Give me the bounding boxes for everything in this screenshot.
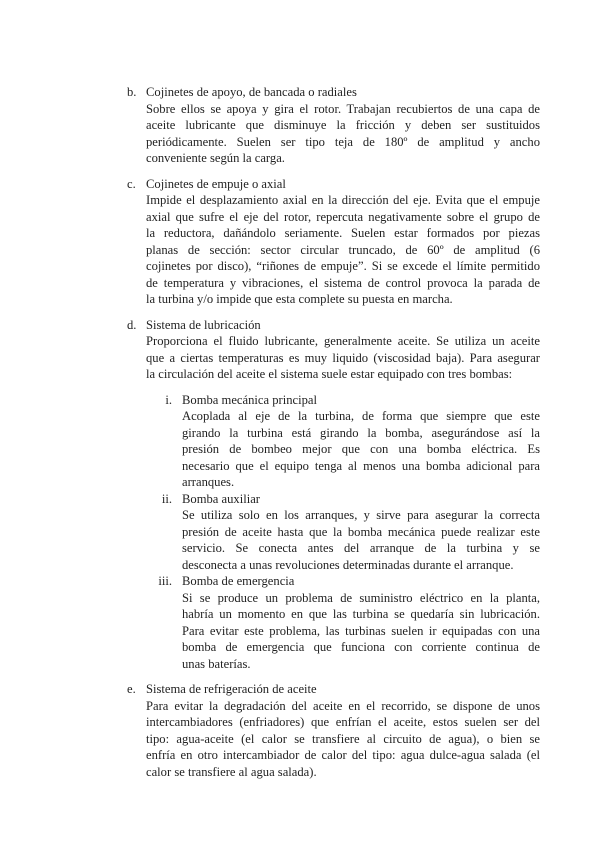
paragraph-line: presión de aceite hasta que la bomba mecánica puede realizar este	[182, 524, 540, 539]
paragraph-line: tipo: agua-aceite (el calor se transfiere al circuito de agua), o bien se	[146, 731, 540, 746]
paragraph-line: necesario que el equipo tenga al menos una bomba adicional para	[182, 458, 540, 473]
paragraph-line: Sobre ellos se apoya y gira el rotor. Trabajan recubiertos de una capa de	[146, 101, 540, 116]
paragraph-line: Acoplada al eje de la turbina, de forma que siempre que este	[182, 409, 540, 423]
list-item-section	[0, 317, 600, 383]
paragraph-line: planas de sección: sector circular truncado, de 60º de amplitud (6	[146, 242, 540, 257]
paragraph-line: la reductora, dañándolo seriamente. Suelen estar formados por piezas	[146, 226, 540, 240]
list-marker: b.	[127, 85, 137, 99]
section-heading: Cojinetes de apoyo, de bancada o radiales	[146, 85, 357, 99]
paragraph-line: calor se transfiere al agua salada).	[146, 764, 317, 779]
paragraph-line: cojinetes por disco), “riñones de empuje”. Si se excede el límite permitido	[146, 259, 540, 273]
paragraph-line: de temperatura y vibraciones, el sistema de control provoca la parada de	[146, 275, 540, 290]
section-heading: Cojinetes de empuje o axial	[146, 176, 286, 191]
section-heading: Sistema de lubricación	[146, 317, 261, 332]
section-heading: Sistema de refrigeración de aceite	[146, 682, 317, 696]
paragraph-line: axial que sufre el eje del rotor, repercuta negativamente sobre el grupo de	[146, 209, 540, 224]
paragraph-line: girando la turbina está girando la bomba, asegurándose así la	[182, 425, 540, 440]
paragraph-line: conveniente según la carga.	[146, 151, 285, 165]
section-heading: Bomba mecánica principal	[182, 392, 317, 407]
paragraph-line: servicio. Se conecta antes del arranque de la turbina y se	[182, 541, 540, 555]
paragraph-line: arranques.	[182, 475, 235, 489]
paragraph-line: bomba de emergencia que funciona con corriente continua de	[182, 640, 540, 654]
list-marker: c.	[127, 176, 136, 191]
list-item-section	[0, 392, 600, 491]
paragraph-line: que a ciertas temperaturas es muy liquido (viscosidad baja). Para asegurar	[146, 350, 540, 365]
list-item-section	[0, 573, 600, 672]
list-marker: e.	[127, 682, 136, 696]
list-item-section	[0, 84, 600, 167]
paragraph-line: intercambiadores (enfriadores) que enfrían el aceite, estos suelen ser del	[146, 715, 540, 729]
paragraph-line: enfría en otro intercambiador de calor del tipo: agua dulce-agua salada (el	[146, 748, 540, 762]
paragraph-line: periódicamente. Suelen ser tipo teja de 180º de amplitud y ancho	[146, 134, 540, 149]
paragraph-line: Para evitar este problema, las turbinas suelen ir equipadas con una	[182, 623, 540, 638]
paragraph-line: unas baterías.	[182, 656, 251, 671]
list-marker: iii.	[158, 574, 172, 588]
paragraph-line: Se utiliza solo en los arranques, y sirve para asegurar la correcta	[182, 508, 540, 522]
list-marker: i.	[165, 392, 172, 407]
list-marker: d.	[127, 317, 137, 332]
paragraph-line: presión de bombeo mejor que con una bomba eléctrica. Es	[182, 442, 540, 456]
section-heading: Bomba auxiliar	[182, 491, 260, 506]
paragraph-line: Proporciona el fluido lubricante, generalmente aceite. Se utiliza un aceite	[146, 334, 540, 348]
document-page	[0, 84, 600, 789]
paragraph-line: aceite lubricante que disminuye la fricción y deben ser sustituidos	[146, 118, 540, 132]
list-item-section	[0, 176, 600, 308]
paragraph-line: la turbina y/o impide que esta complete su puesta en marcha.	[146, 292, 453, 306]
list-item-section	[0, 681, 600, 780]
paragraph-line: la circulación del aceite el sistema suele estar equipado con tres bombas:	[146, 367, 513, 381]
paragraph-line: Si se produce un problema de suministro eléctrico en la planta,	[182, 590, 540, 605]
paragraph-line: habría un momento en que las turbina se quedaría sin lubricación.	[182, 607, 540, 621]
paragraph-line: desconecta a unas revoluciones determinadas durante el arranque.	[182, 557, 514, 572]
section-heading: Bomba de emergencia	[182, 574, 295, 588]
list-item-section	[0, 491, 600, 574]
paragraph-line: Impide el desplazamiento axial en la dirección del eje. Evita que el empuje	[146, 193, 540, 207]
list-marker: ii.	[161, 491, 172, 506]
paragraph-line: Para evitar la degradación del aceite en el recorrido, se dispone de unos	[146, 698, 540, 713]
